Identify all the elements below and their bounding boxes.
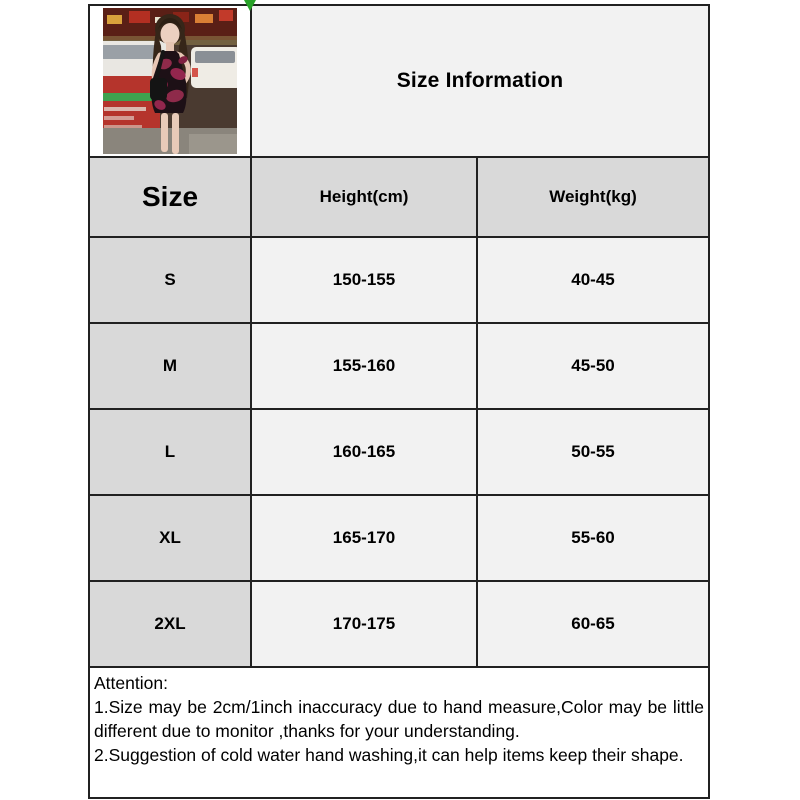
weight-value: 50-55 [478,410,710,496]
size-chart-sheet [88,4,710,799]
size-label: M [90,324,252,410]
size-label: 2XL [90,582,252,668]
table-header-row [90,158,710,238]
size-label: S [90,238,252,324]
size-information-header [252,6,710,158]
weight-value: 55-60 [478,496,710,582]
column-header-weight: Weight(kg) [478,158,710,238]
height-value: 170-175 [252,582,478,668]
attention-note-1: 1.Size may be 2cm/1inch inaccuracy due to hand measure,Color may be little different due to monitor ,thanks for your understanding. [94,697,704,741]
table-row [90,582,710,668]
size-label: L [90,410,252,496]
weight-value: 45-50 [478,324,710,410]
column-header-height: Height(cm) [252,158,478,238]
attention-notes [90,668,710,799]
weight-value: 60-65 [478,582,710,668]
height-value: 155-160 [252,324,478,410]
model-night-street-photo [103,8,237,154]
product-photo-cell [90,6,252,158]
height-value: 150-155 [252,238,478,324]
attention-heading: Attention: [94,673,168,693]
column-header-size: Size [90,158,252,238]
height-value: 160-165 [252,410,478,496]
page-title: Size Information [396,69,564,92]
weight-value: 40-45 [478,238,710,324]
top-section [90,6,710,158]
table-row [90,410,710,496]
height-value: 165-170 [252,496,478,582]
attention-note-2: 2.Suggestion of cold water hand washing,it can help items keep their shape. [94,745,684,765]
table-row [90,324,710,410]
green-corner-marker-icon [244,0,256,11]
size-label: XL [90,496,252,582]
table-row [90,238,710,324]
table-row [90,496,710,582]
